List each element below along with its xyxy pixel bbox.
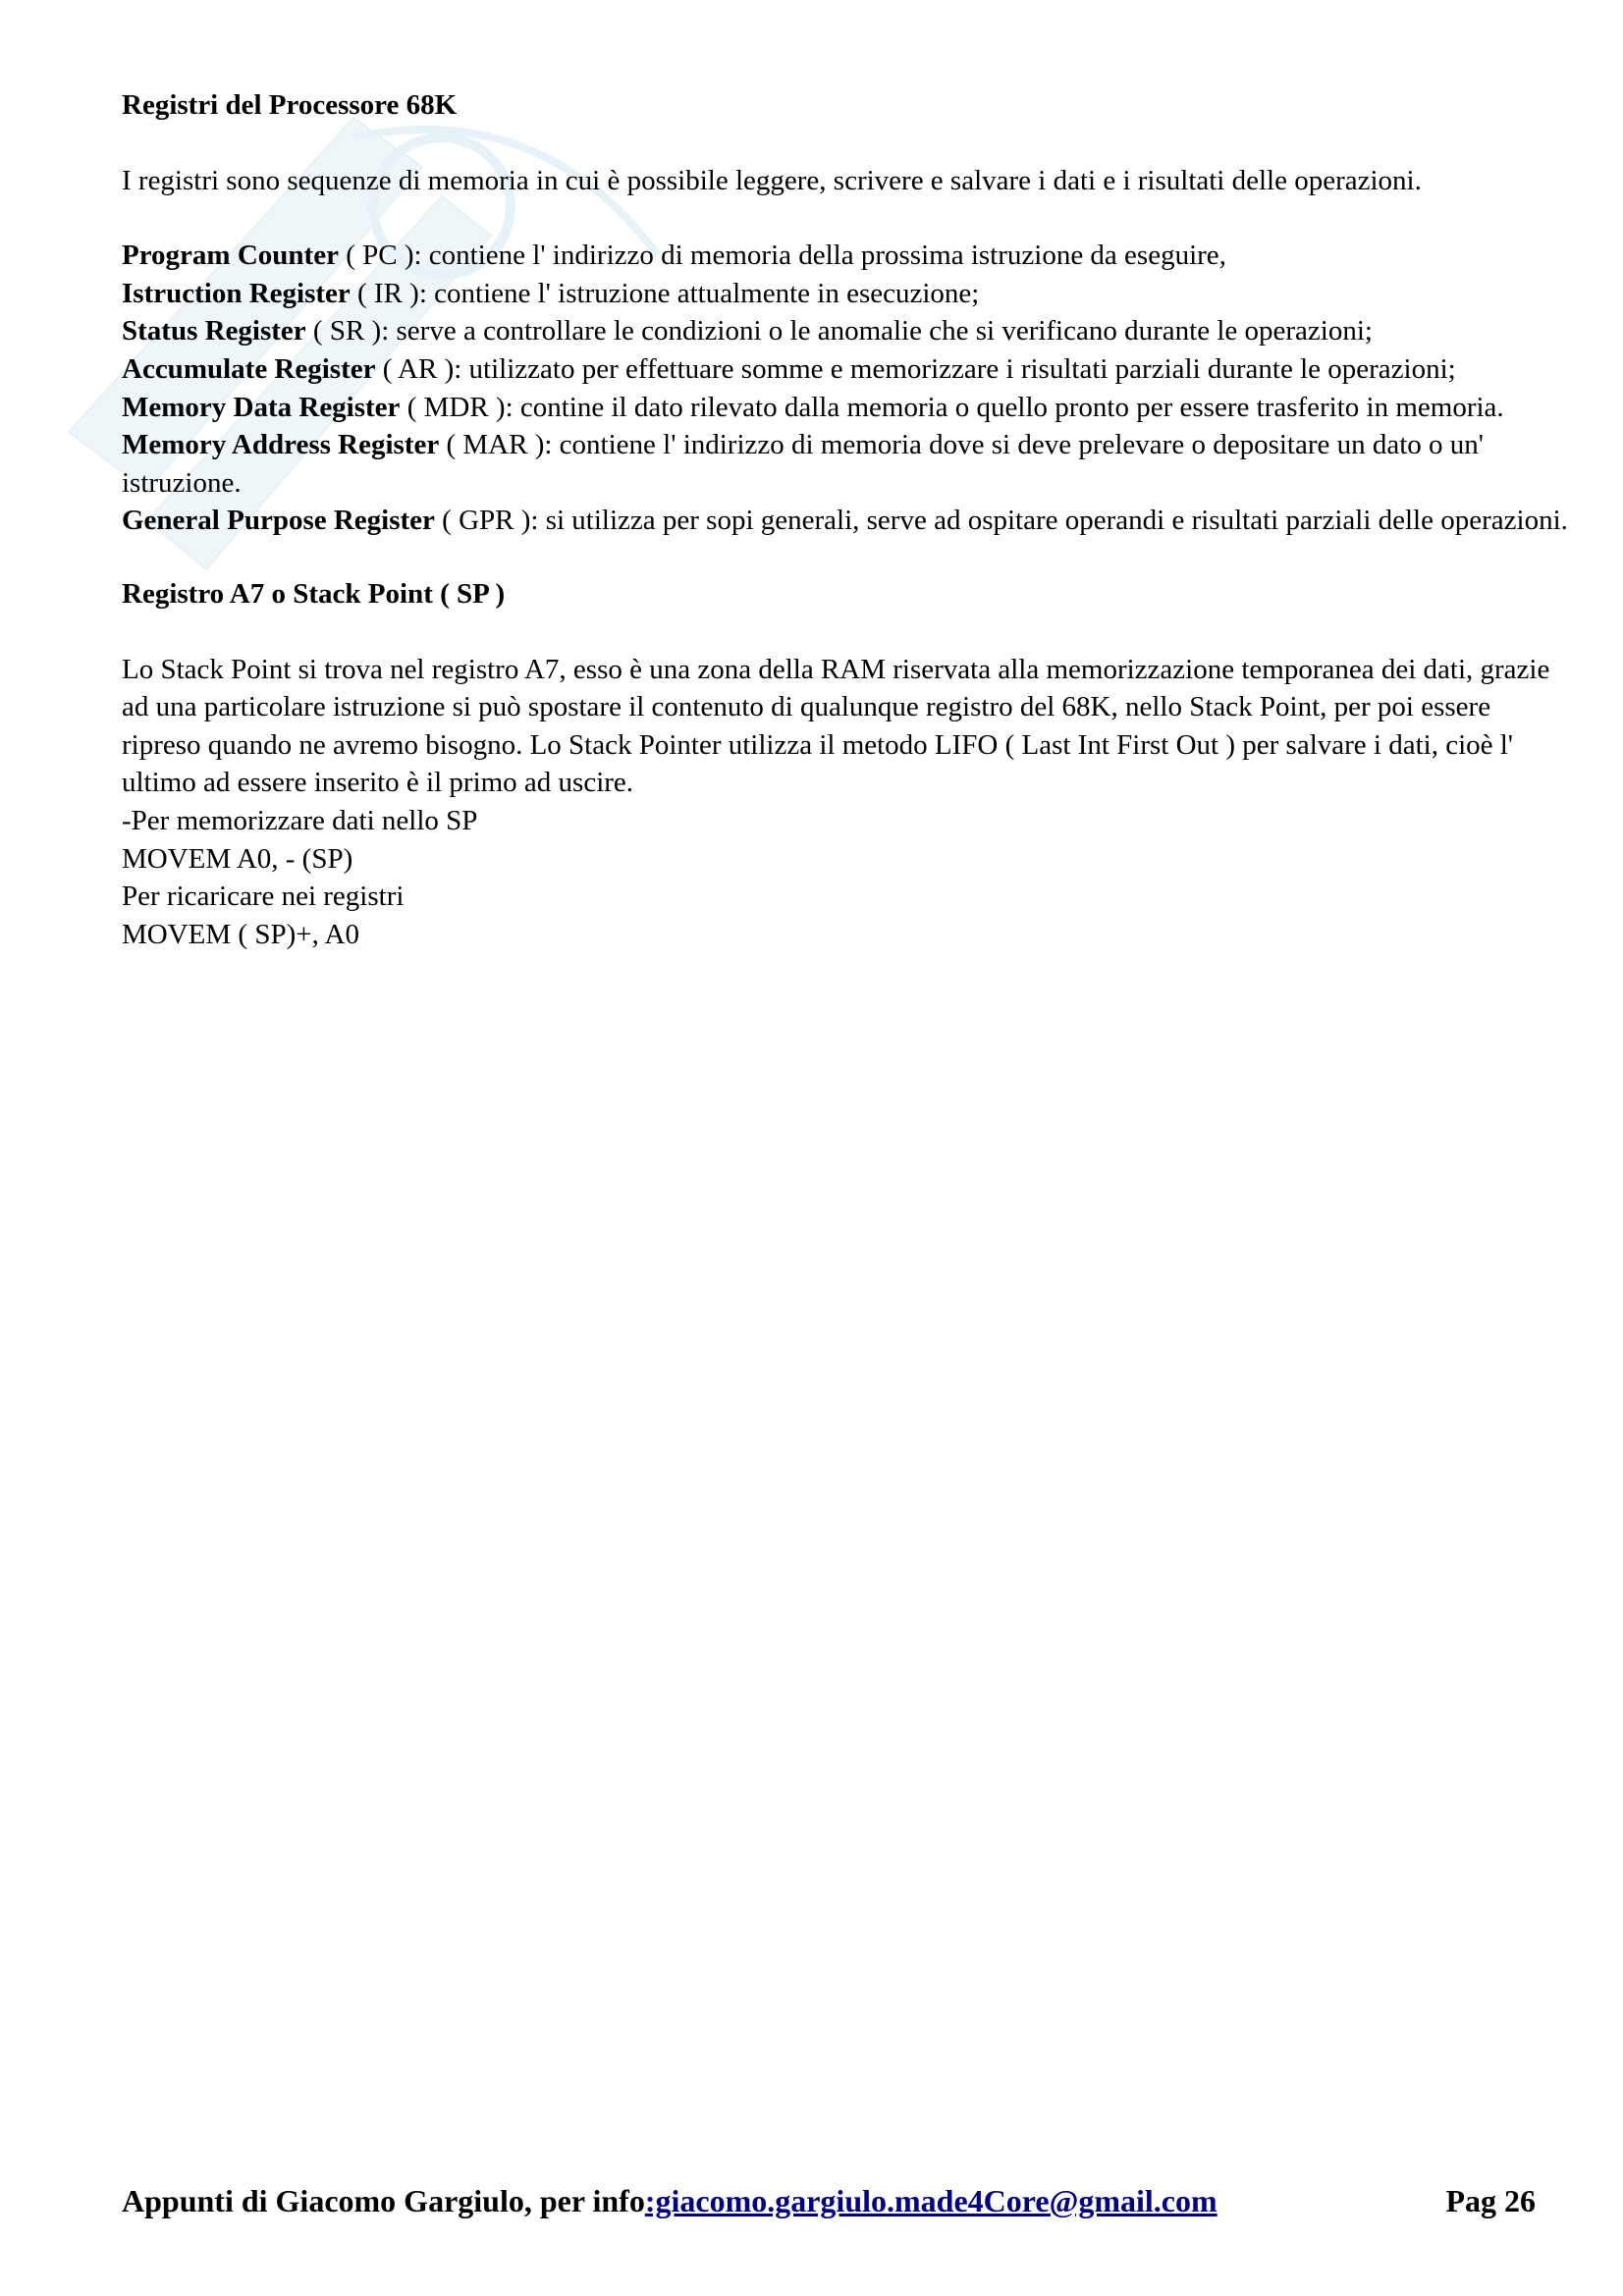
register-desc: ( IR ): contiene l' istruzione attualmente in esecuzione; [350,277,980,309]
footer-credit [122,2183,1217,2219]
register-item [122,389,1575,427]
register-item [122,502,1575,540]
document-body [122,86,1575,953]
register-name: General Purpose Register [122,505,435,537]
register-name: Memory Address Register [122,429,440,461]
footer-email-link[interactable]: :giacomo.gargiulo.made4Core@gmail.com [644,2183,1217,2218]
code-comment-store: -Per memorizzare dati nello SP [122,804,478,836]
register-item [122,312,1575,350]
register-desc: ( PC ): contiene l' indirizzo di memoria della prossima istruzione da eseguire, [338,240,1226,272]
register-desc: ( MDR ): contine il dato rilevato dalla memoria o quello pronto per essere trasferito in memoria. [400,391,1504,423]
footer-prefix: Appunti di Giacomo Gargiulo, per info [122,2183,645,2218]
section-heading-stack-point: Registro A7 o Stack Point ( SP ) [122,577,506,610]
register-item [122,237,1575,275]
section-heading-registers: Registri del Processore 68K [122,89,458,121]
register-desc: ( AR ): utilizzato per effettuare somme e memorizzare i risultati parziali durante le operazioni; [375,352,1456,385]
code-line-store: MOVEM A0, - (SP) [122,842,353,875]
register-item [122,426,1575,502]
register-name: Accumulate Register [122,352,376,385]
register-name: Istruction Register [122,277,351,309]
intro-paragraph: I registri sono sequenze di memoria in cui è possibile leggere, scrivere e salvare i dati e i risultati delle operazioni. [122,164,1422,196]
register-name: Program Counter [122,240,339,272]
stack-paragraph: Lo Stack Point si trova nel registro A7, esso è una zona della RAM riservata alla memorizzazione temporanea dei dati, grazie ad una particolare istruzione si può spostare il contenuto di qualunque registro del 68K, nello Stack Point, per poi essere ripreso quando ne avremo bisogno. Lo Stack Pointer utilizza il metodo LIFO ( Last Int First Out ) per salvare i dati, cioè l' ultimo ad essere inserito è il primo ad uscire. [122,653,1550,799]
register-desc: ( MAR ): contiene l' indirizzo di memoria dove si deve prelevare o depositare un dato o un' istruzione. [122,429,1485,499]
register-item [122,275,1575,313]
page-footer [122,2183,1536,2219]
code-line-reload: MOVEM ( SP)+, A0 [122,918,359,950]
register-name: Memory Data Register [122,391,401,423]
register-list [122,237,1575,540]
register-name: Status Register [122,315,306,347]
register-desc: ( GPR ): si utilizza per sopi generali, serve ad ospitare operandi e risultati parziali delle operazioni. [434,505,1568,537]
register-item [122,350,1575,389]
code-comment-reload: Per ricaricare nei registri [122,881,405,913]
page-number: Pag 26 [1445,2183,1536,2218]
register-desc: ( SR ): serve a controllare le condizioni o le anomalie che si verificano durante le operazioni; [305,315,1373,347]
